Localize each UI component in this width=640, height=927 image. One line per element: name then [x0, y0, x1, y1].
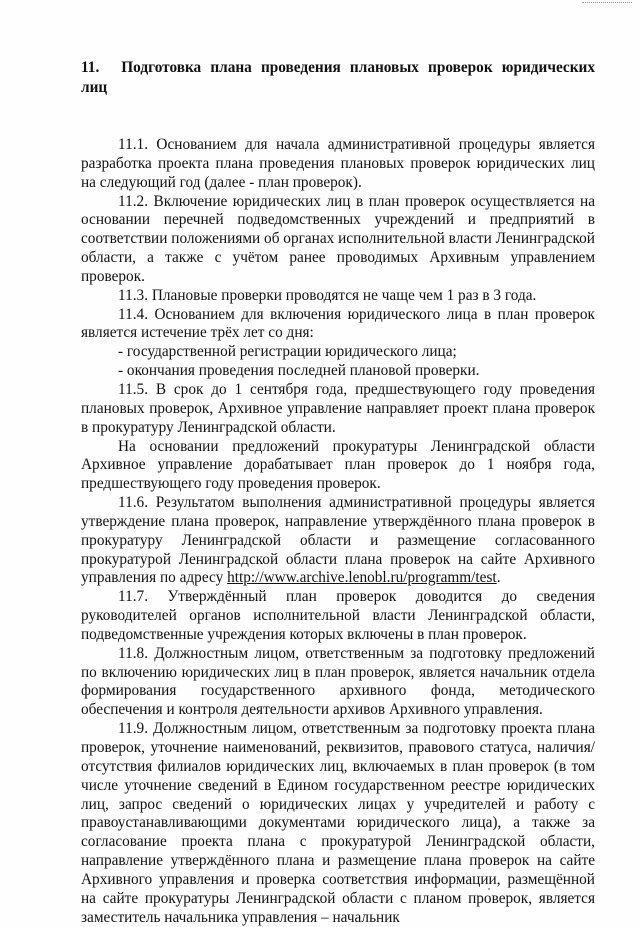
paragraph-11-1: 11.1. Основанием для начала административной процедуры является разработка проекта плана проведения плановых проверок юридических лиц на следующий год (далее - план проверок).	[81, 136, 595, 191]
section-title: Подготовка плана проведения плановых проверок юридических лиц	[81, 59, 595, 96]
paragraph-11-6-text: 11.6. Результатом выполнения административной процедуры является утверждение плана проверок, направление утверждённого плана проверок в прокуратуру Ленинградской области и размещение согласованного прокуратурой Ленинградской области плана проверок на сайте Архивного управления по адресу	[81, 494, 595, 587]
document-page	[81, 58, 595, 927]
scan-corner-mark	[582, 2, 632, 7]
paragraph-11-7: 11.7. Утверждённый план проверок доводится до сведения руководителей органов исполнительной власти Ленинградской области, подведомственные учреждения которых включены в план проверок.	[81, 588, 595, 643]
paragraph-prosecutor-proposals: На основании предложений прокуратуры Ленинградской области Архивное управление дорабатывает план проверок до 1 ноября года, предшествующего году проведения проверок.	[81, 437, 595, 493]
section-number: 11.	[81, 59, 100, 76]
section-heading	[81, 58, 595, 98]
list-item-last-inspection: - окончания проведения последней плановой проверки.	[118, 362, 480, 380]
paragraph-11-6-tail: .	[496, 569, 501, 587]
paragraph-11-3: 11.3. Плановые проверки проводятся не чаще чем 1 раз в 3 года.	[118, 286, 537, 304]
paragraph-11-6	[81, 494, 595, 588]
list-item-registration: - государственной регистрации юридического лица;	[118, 343, 457, 361]
paragraph-11-9: 11.9. Должностным лицом, ответственным за подготовку проекта плана проверок, уточнение наименований, реквизитов, правового статуса, наличия/отсутствия филиалов юридических лиц, включаемых в план проверок (в том числе уточнение сведений в Едином государственном реестре юридических лиц, запрос сведений о юридических лицах у учредителей и работу с правоустанавливающими документами юридического лица), а также за согласование проекта плана с прокуратурой Ленинградской области, направление утверждённого плана и размещение плана проверок на сайте Архивного управления и проверка соответствия информации, размещённой на сайте прокуратуры Ленинградской области с планом проверок, является заместитель начальника управления – начальник	[81, 720, 595, 926]
paragraph-11-4: 11.4. Основанием для включения юридического лица в план проверок является истечение трёх лет со дня:	[81, 305, 595, 342]
paragraph-11-2: 11.2. Включение юридических лиц в план проверок осуществляется на основании перечней подведомственных учреждений и предприятий в соответствии положениями об органах исполнительной власти Ленинградской области, а также с учётом ранее проводимых Архивным управлением проверок.	[81, 192, 595, 285]
archive-website-link[interactable]: http://www.archive.lenobl.ru/programm/test	[227, 569, 497, 587]
paragraph-11-5: 11.5. В срок до 1 сентября года, предшествующего году проведения плановых проверок, Архивное управление направляет проект плана проверок в прокуратуру Ленинградской области.	[81, 380, 595, 436]
paragraph-11-8: 11.8. Должностным лицом, ответственным за подготовку предложений по включению юридических лиц в план проверок, является начальник отдела формирования государственного архивного фонда, методического обеспечения и контроля деятельности архивов Архивного управления.	[81, 644, 595, 719]
